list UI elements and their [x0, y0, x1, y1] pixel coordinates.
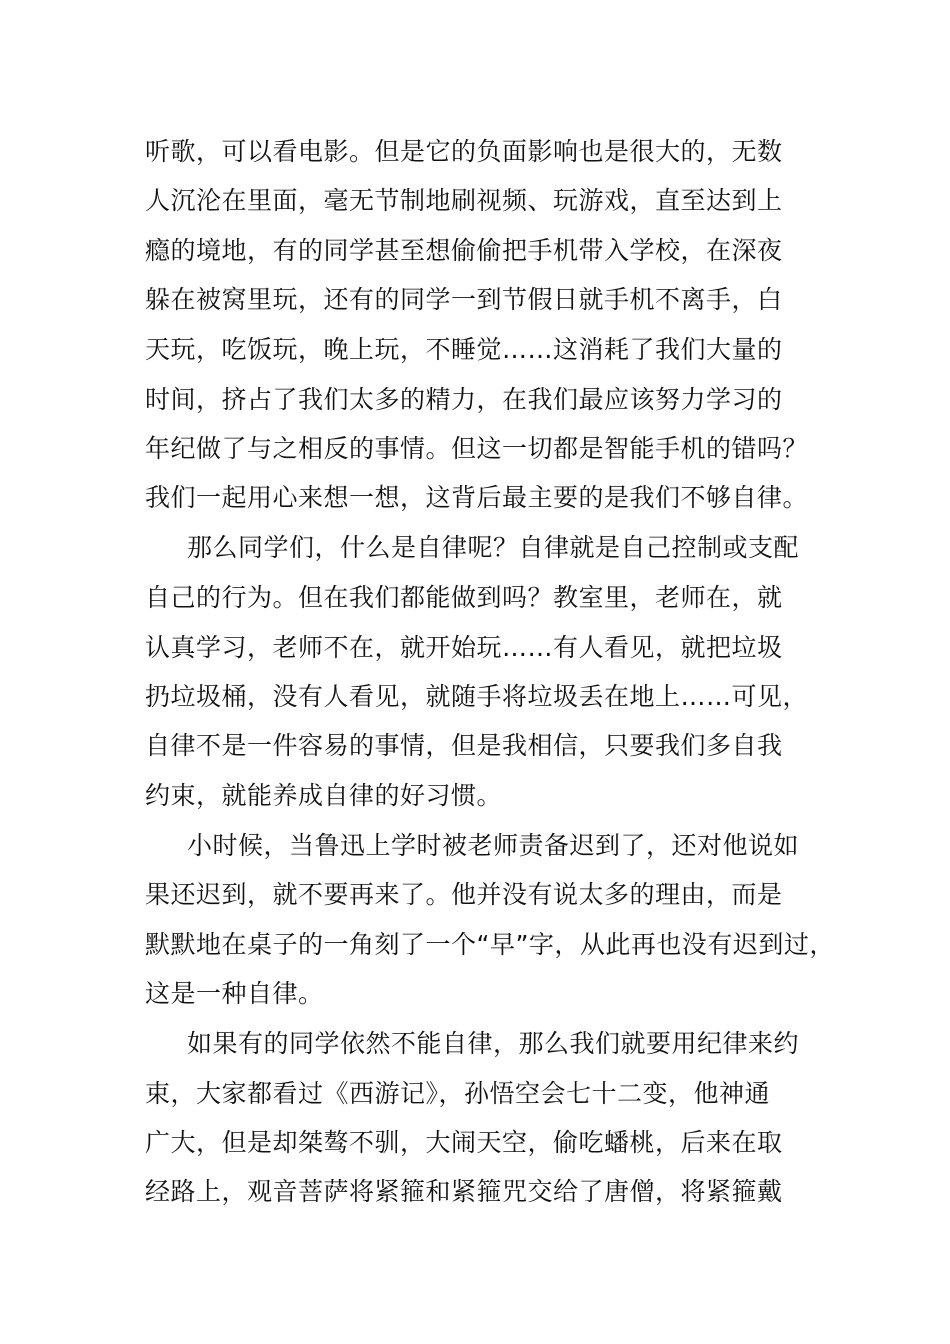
text-line: 扔垃圾桶，没有人看见，就随手将垃圾丢在地上……可见， [145, 682, 809, 711]
paragraph-start-line: 小时候，当鲁迅上学时被老师责备迟到了，还对他说如 [187, 831, 800, 860]
text-line: 天玩，吃饭玩，晚上玩，不睡觉……这消耗了我们大量的 [145, 335, 783, 364]
text-line: 默默地在桌子的一角刻了一个“早”字，从此再也没有迟到过， [145, 930, 835, 959]
paragraph-start-line: 如果有的同学依然不能自律，那么我们就要用纪律来约 [187, 1029, 800, 1058]
text-line: 年纪做了与之相反的事情。但这一切都是智能手机的错吗？ [145, 434, 809, 463]
text-line: 约束，就能养成自律的好习惯。 [145, 781, 503, 810]
text-line: 果还迟到，就不要再来了。他并没有说太多的理由，而是 [145, 880, 783, 909]
paragraph-start-line: 那么同学们，什么是自律呢？自律就是自己控制或支配 [187, 533, 800, 562]
text-line: 广大，但是却桀骜不驯，大闹天空，偷吃蟠桃，后来在取 [145, 1128, 783, 1157]
text-line: 认真学习，老师不在，就开始玩……有人看见，就把垃圾 [145, 633, 783, 662]
text-line: 自己的行为。但在我们都能做到吗？教室里，老师在，就 [145, 583, 783, 612]
text-line: 瘾的境地，有的同学甚至想偷偷把手机带入学校，在深夜 [145, 236, 783, 265]
text-line: 束，大家都看过《西游记》，孙悟空会七十二变，他神通 [145, 1079, 771, 1108]
text-line: 经路上，观音菩萨将紧箍和紧箍咒交给了唐僧，将紧箍戴 [145, 1177, 783, 1206]
text-line: 这是一种自律。 [145, 979, 324, 1008]
text-line: 时间，挤占了我们太多的精力，在我们最应该努力学习的 [145, 385, 783, 414]
text-line: 人沉沦在里面，毫无节制地刷视频、玩游戏，直至达到上 [145, 186, 783, 215]
text-line: 自律不是一件容易的事情，但是我相信，只要我们多自我 [145, 731, 783, 760]
text-line: 我们一起用心来想一想，这背后最主要的是我们不够自律。 [145, 483, 809, 512]
text-line: 躲在被窝里玩，还有的同学一到节假日就手机不离手，白 [145, 285, 783, 314]
text-line: 听歌，可以看电影。但是它的负面影响也是很大的，无数 [145, 137, 783, 166]
